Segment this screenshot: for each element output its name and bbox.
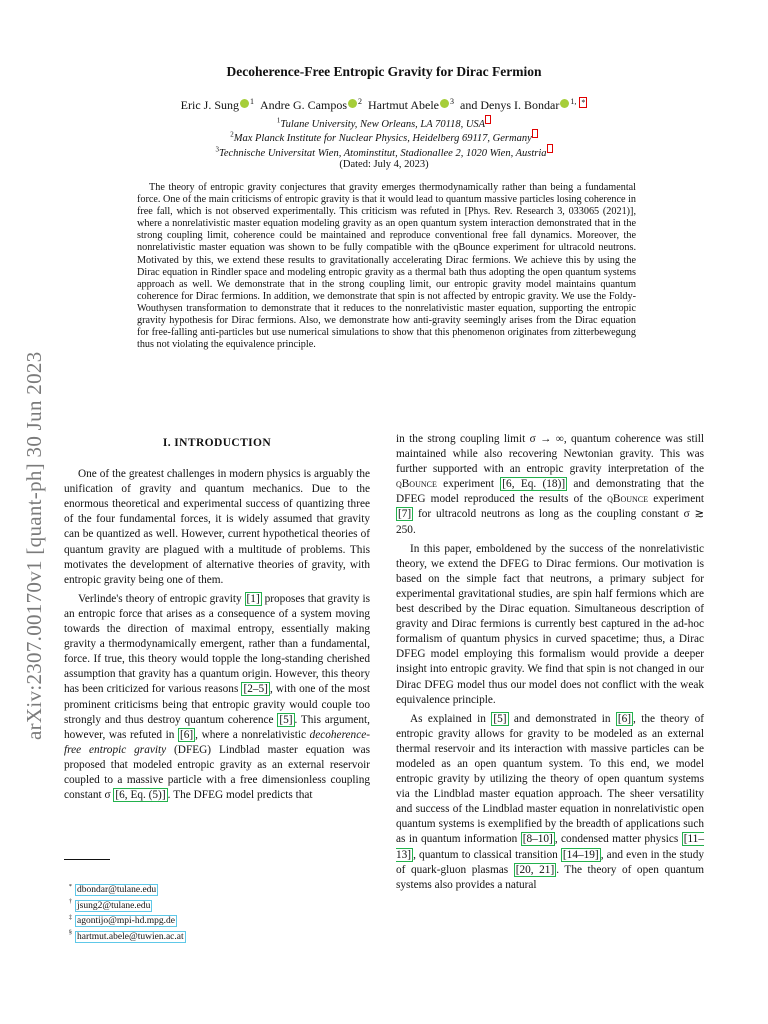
- footnotes: [64, 881, 186, 943]
- orcid-icon[interactable]: [560, 99, 569, 108]
- footnote: * dbondar@tulane.edu: [68, 883, 157, 896]
- footnote-divider: [64, 859, 110, 860]
- citation-link[interactable]: [6]: [179, 728, 194, 741]
- paragraph: Verlinde's theory of entropic gravity [1] proposes that gravity is an entropic force that arises as a consequence of a system moving towards the direction of maximal entropy, essentially making gravity a thermodynamically emergent, rather than a fundamental, force. If true, this theory would topple the long-standing cherished assumption that gravity has a quantum origin. However, this theory has been criticized for various reasons [2–5] , with one of the most prominent criticisms being that entropic gravity would couple too strongly and thus destroy quantum coherence [5] . This argument, however, was refuted in [6] , where a nonrelativistic decoherence-free entropic gravity (DFEG) Lindblad master equation was proposed that modeled entropic gravity as an external reservoir coupled to a massive particle with a free dimensionless coupling constant σ [6, Eq. (5)] . The DFEG model predicts that: [64, 592, 371, 802]
- citation-link[interactable]: [11–13]: [396, 833, 704, 861]
- citation-link[interactable]: [5]: [279, 713, 293, 726]
- citation-link[interactable]: [1]: [246, 592, 260, 605]
- arxiv-identifier-stamp: arXiv:2307.00170v1 [quant-ph] 30 Jun 2023: [22, 351, 46, 740]
- paragraph: in the strong coupling limit σ → ∞, quantum coherence was still maintained while also recovering Newtonian gravity. This was further supported with an entropic gravity interpretation of the qBounce experiment [6, Eq. (18)] and demonstrating that the DFEG model reproduced the results of the qBounce experiment [7] for ultracold neutrons as long as the coupling constant σ ≳ 250.: [396, 433, 705, 536]
- citation-link[interactable]: [6]: [617, 712, 632, 725]
- author-joiner: and: [460, 98, 478, 112]
- citation-link[interactable]: [6, Eq. (5)]: [115, 789, 166, 802]
- orcid-icon[interactable]: [440, 99, 449, 108]
- orcid-icon[interactable]: [240, 99, 249, 108]
- affiliation: $^1$Tulane University, New Orleans, LA 70118, USA: [0, 115, 768, 130]
- citation-link[interactable]: [8–10]: [522, 833, 553, 846]
- citation-link[interactable]: [7]: [398, 508, 412, 521]
- footnote: † jsung2@tulane.edu: [68, 898, 151, 911]
- email-link[interactable]: dbondar@tulane.edu: [77, 885, 157, 896]
- date-line: (Dated: July 4, 2023): [339, 159, 429, 170]
- author-name[interactable]: Denys I. Bondar: [480, 98, 560, 112]
- author-list: Eric J. Sung $^1$ Andre G. Campos $^2$ Hartmut Abele $^3$ and Denys I. Bondar $^{1,}$ *: [180, 97, 586, 112]
- citation-link[interactable]: [5]: [493, 712, 507, 725]
- abstract: The theory of entropic gravity conjectures that gravity emerges thermodynamically rather than being a fundamental force. One of the main criticisms of entropic gravity is that it would lead to quantum massive particles losing coherence in free fall, which is not observed experimentally. This criticism was refuted in [Phys. Rev. Research 3, 033065 (2021)], where a nonrelativistic master equation modeling gravity as an open quantum system interaction demonstrated that in the strong coupling limit, coherence could be maintained and reproduce conventional free fall dynamics. Moreover, the nonrelativistic master equation was shown to be fully compatible with the qBounce experiment for ultracold neutrons. Motivated by this, we extend these results to gravitationally accelerating Dirac fermions. We achieve this by using the Dirac equation in Rindler space and modeling entropic gravity as a thermal bath thus adopting the open quantum systems approach as well. We demonstrate that in the strong coupling limit, our entropic gravity model maintains quantum coherence for Dirac fermions. In addition, we demonstrate that spin is not affected by entropic gravity. We use the Foldy-Wouthysen transformation to demonstrate that it reduces to the nonrelativistic master equation, supporting the entropic gravity hypothesis for Dirac fermions. Also, we demonstrate how anti-gravity seemingly arises from the Dirac equation for free-falling anti-particles but use numerical simulations to show that this phenomenon originates from zitterbewegung thus not violating the equivalence principle.: [137, 182, 636, 351]
- footnote-link[interactable]: *: [581, 98, 586, 107]
- paper-title: Decoherence-Free Entropic Gravity for Dirac Fermion: [226, 64, 542, 79]
- author-name[interactable]: Eric J. Sung: [180, 98, 240, 112]
- paragraph: In this paper, emboldened by the success of the nonrelativistic theory, we extend the DFEG to Dirac fermions. Our motivation is based on the simple fact that neutrons, a primary subject for experimental gravitational studies, are spin half fermions which are best described by the Dirac equation. Simultaneous description of gravity and Dirac fermions is currently best captured in the ad-hoc formalism of quantum physics in curved spacetime; thus, a Dirac DFEG model employing this formalism would provide a deeper insight into entropic gravity. We find that spin is not changed in our Dirac DFEG model thus our model does not conflict with the weak equivalence principle.: [396, 542, 704, 706]
- email-link[interactable]: hartmut.abele@tuwien.ac.at: [77, 931, 184, 942]
- author-name[interactable]: Hartmut Abele: [368, 98, 439, 112]
- affiliation: $^2$Max Planck Institute for Nuclear Physics, Heidelberg 69117, Germany: [0, 129, 768, 144]
- citation-link[interactable]: [6, Eq. (18)]: [502, 478, 566, 491]
- affiliation: $^3$Technische Universitat Wien, Atominstitut, Stadionallee 2, 1020 Wien, Austria: [0, 144, 768, 159]
- right-column: [396, 432, 704, 897]
- left-column: [64, 432, 370, 807]
- section-heading: I. INTRODUCTION: [162, 437, 272, 449]
- footnote: ‡ agontijo@mpi-hd.mpg.de: [68, 913, 175, 927]
- footnote-link[interactable]: [485, 115, 491, 124]
- footnote: § hartmut.abele@tuwien.ac.at: [68, 929, 184, 942]
- paragraph: One of the greatest challenges in modern physics is arguably the unification of gravity and quantum mechanics. Due to the enormous theoretical and experimental success of quantizing three of the four fundamental forces, it is widely assumed that gravity can be quantized as well. However, current hypothetical theories of quantum gravity are plagued with a multitude of problems. This motivates the development of alternative theories of gravity, with entropic gravity being one of them.: [64, 468, 370, 586]
- citation-link[interactable]: [20, 21]: [515, 863, 555, 876]
- footnote-link[interactable]: [547, 144, 553, 153]
- author-name[interactable]: Andre G. Campos: [260, 98, 348, 112]
- email-link[interactable]: jsung2@tulane.edu: [77, 900, 151, 911]
- citation-link[interactable]: [2–5]: [243, 683, 268, 696]
- orcid-icon[interactable]: [348, 99, 357, 108]
- email-link[interactable]: agontijo@mpi-hd.mpg.de: [77, 916, 175, 927]
- footnote-link[interactable]: [532, 129, 538, 138]
- citation-link[interactable]: [14–19]: [562, 848, 599, 861]
- paragraph: As explained in [5] and demonstrated in [6] , the theory of entropic gravity allows for gravity to be modeled as an external thermal reservoir and its interaction with massive particles can be modeled as an open quantum system. To this end, we model entropic gravity by utilizing the theory of open quantum systems via the Lindblad master equation approach. The sheer versatility and success of the Lindblad master equation in nonrelativistic open quantum systems is exemplified by the breadth of applications such as in quantum information [8–10] , condensed matter physics [11–13] , quantum to classical transition [14–19] , and even in the study of quark-gluon plasmas [20, 21] . The theory of open quantum systems also provides a natural: [396, 712, 705, 891]
